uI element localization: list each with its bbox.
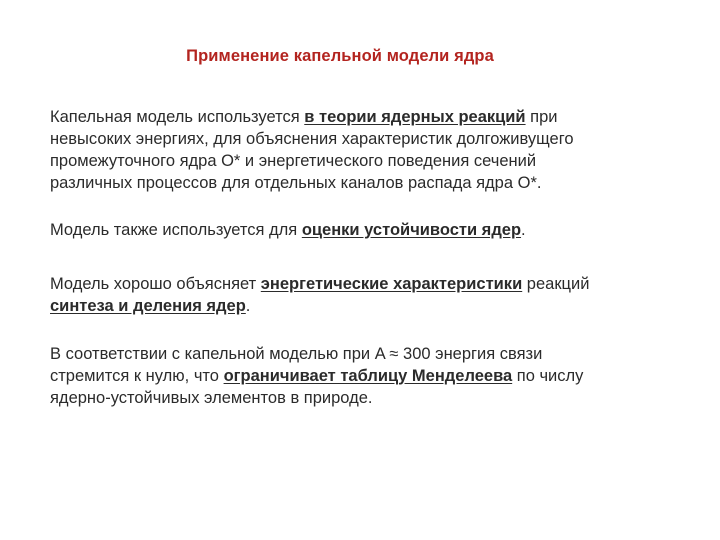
text-segment: при xyxy=(525,108,558,126)
text-line xyxy=(50,106,690,128)
text-line: промежуточного ядра О* и энергетического поведения сечений xyxy=(50,152,537,170)
text-segment: . xyxy=(521,221,526,239)
emphasized-term: энергетические характеристики xyxy=(260,275,523,293)
emphasized-term: оценки устойчивости ядер xyxy=(301,221,522,239)
text-segment: по числу xyxy=(512,367,584,385)
text-segment: Капельная модель используется xyxy=(50,108,305,126)
emphasized-term: синтеза и деления ядер xyxy=(50,297,246,315)
slide-title: Применение капельной модели ядра xyxy=(186,47,494,65)
text-line: В соответствии с капельной моделью при A ≈ 300 энергия связи xyxy=(50,345,543,363)
text-line xyxy=(50,219,690,241)
text-line xyxy=(50,365,690,387)
paragraph-mendeleev xyxy=(50,343,690,409)
paragraph-stability xyxy=(50,219,690,241)
text-line xyxy=(50,295,690,317)
text-line: различных процессов для отдельных каналов распада ядра О*. xyxy=(50,174,542,192)
text-segment: реакций xyxy=(522,275,590,293)
emphasized-term: в теории ядерных реакций xyxy=(304,108,526,126)
text-segment: Модель также используется для xyxy=(50,221,302,239)
text-line xyxy=(50,273,690,295)
text-segment: Модель хорошо объясняет xyxy=(50,275,261,293)
text-segment: стремится к нулю, что xyxy=(50,367,224,385)
paragraph-energy xyxy=(50,273,690,317)
text-line: невысоких энергиях, для объяснения характеристик долгоживущего xyxy=(50,130,574,148)
text-segment: . xyxy=(245,297,251,315)
paragraph-reactions xyxy=(50,106,690,194)
text-line: ядерно-устойчивых элементов в природе. xyxy=(50,389,373,407)
emphasized-term: ограничивает таблицу Менделеева xyxy=(223,367,513,385)
